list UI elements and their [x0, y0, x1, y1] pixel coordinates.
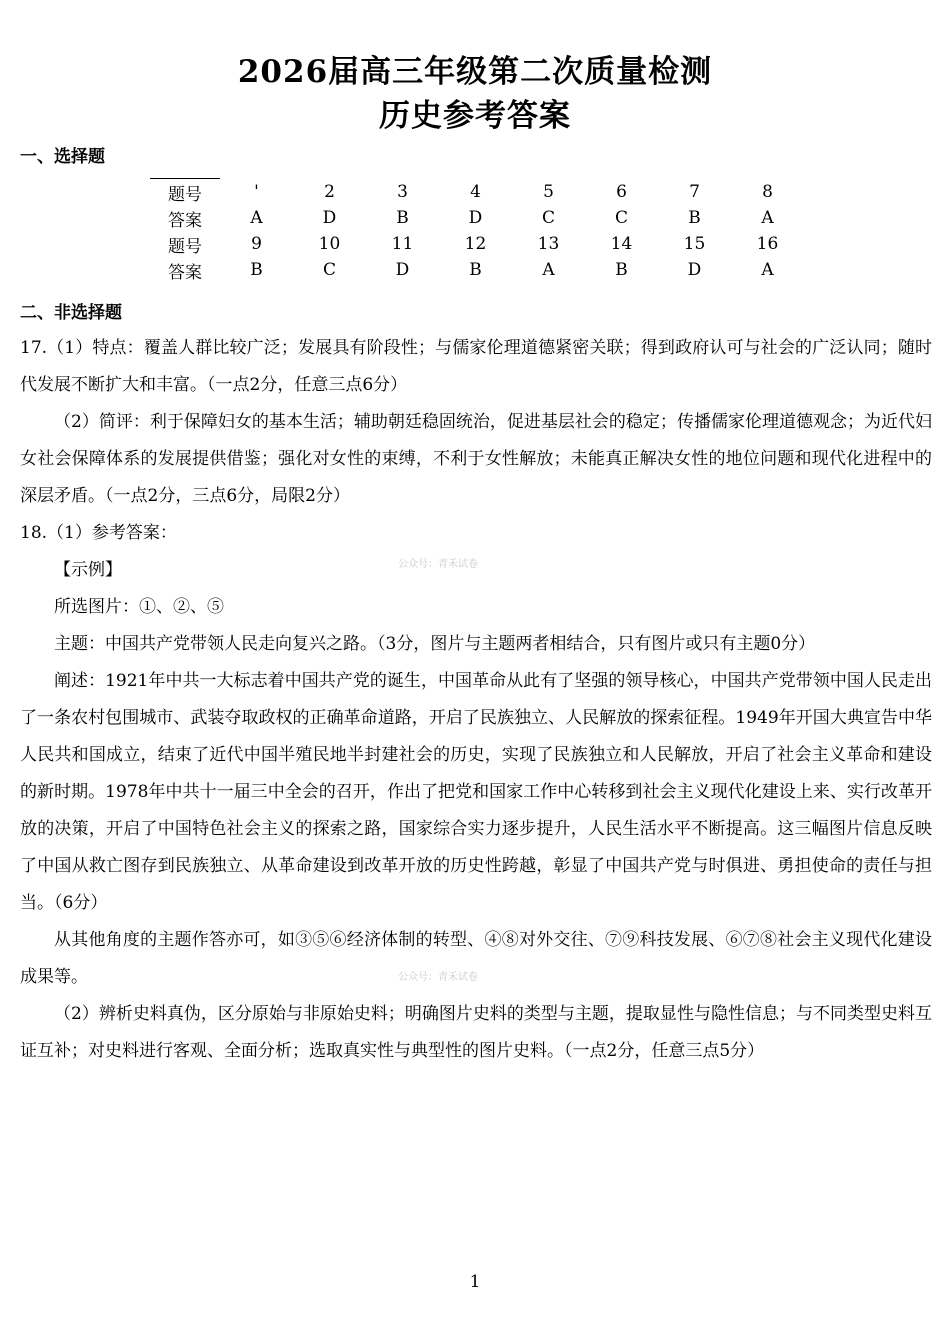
q17-part2: （2）简评：利于保障妇女的基本生活；辅助朝廷稳固统治，促进基层社会的稳定；传播儒家伦理道德观念；为近代妇女社会保障体系的发展提供借鉴；强化对女性的束缚，不利于女性解放；未能真正解决女性的地位问题和现代化进程中的深层矛盾。（一点2分，三点6分，局限2分）	[20, 412, 932, 506]
question-number: 15	[683, 234, 706, 254]
question-number: 6	[616, 181, 627, 202]
alternative-themes: 从其他角度的主题作答亦可，如③⑤⑥经济体制的转型、④⑧对外交往、⑦⑨科技发展、⑥⑦⑧社会主义现代化建设成果等。	[20, 930, 932, 987]
answer-letter: A	[761, 208, 774, 228]
answer-letter: D	[395, 260, 410, 280]
answer-letter: B	[396, 208, 409, 228]
answer-letter: A	[542, 260, 555, 280]
answer-table-row-answers-2	[150, 257, 804, 283]
answer-letter: A	[250, 208, 263, 228]
question-number: 12	[464, 234, 487, 254]
question-number: 13	[537, 234, 560, 254]
question-number: 3	[397, 181, 408, 202]
example-heading: 【示例】	[54, 560, 122, 580]
answer-letter: B	[469, 260, 482, 280]
row-label: 题号	[150, 179, 220, 206]
answer-letter: A	[761, 260, 774, 280]
section-heading-nonchoice: 二、非选择题	[20, 303, 122, 323]
selected-images: 所选图片：①、②、⑤	[54, 597, 224, 617]
answer-letter: B	[688, 208, 701, 228]
question-number: 2	[324, 181, 335, 202]
page-number: 1	[469, 1272, 481, 1292]
q18-part1-heading: 18.（1）参考答案：	[20, 523, 177, 543]
answer-table	[150, 178, 804, 283]
question-number: 16	[756, 234, 779, 254]
answer-table-row-numbers-2	[150, 231, 804, 257]
row-label: 题号	[168, 236, 202, 257]
question-number: 7	[689, 181, 700, 202]
question-number: 10	[318, 234, 341, 254]
answer-letter: D	[322, 208, 337, 228]
q18-part2: （2）辨析史料真伪，区分原始与非原始史料；明确图片史料的类型与主题，提取显性与隐性信息；与不同类型史料互证互补；对史料进行客观、全面分析；选取真实性与典型性的图片史料。（一点2分，任意三点5分）	[20, 1004, 932, 1061]
theme-line: 主题：中国共产党带领人民走向复兴之路。（3分，图片与主题两者相结合，只有图片或只有主题0分）	[54, 634, 816, 654]
page-title: 2026届高三年级第二次质量检测	[237, 54, 713, 90]
answer-letter: C	[541, 208, 555, 228]
answer-letter: B	[250, 260, 263, 280]
answer-letter: C	[614, 208, 628, 228]
answer-letter: B	[615, 260, 628, 280]
question-number: 5	[543, 181, 554, 202]
q17-part1: 17.（1）特点：覆盖人群比较广泛；发展具有阶段性；与儒家伦理道德紧密关联；得到政府认可与社会的广泛认同；随时代发展不断扩大和丰富。（一点2分，任意三点6分）	[20, 338, 932, 395]
answer-body	[20, 330, 932, 1070]
question-number: 8	[762, 181, 773, 202]
watermark: 公众号：青禾试卷	[398, 559, 478, 570]
question-number: 9	[251, 234, 262, 254]
question-number: 14	[610, 234, 633, 254]
page-subtitle: 历史参考答案	[379, 98, 571, 134]
row-label: 答案	[168, 210, 202, 231]
watermark: 公众号：青禾试卷	[398, 972, 478, 983]
section-heading-choice: 一、选择题	[20, 147, 105, 167]
elaboration: 阐述：1921年中共一大标志着中国共产党的诞生，中国革命从此有了坚强的领导核心，中国共产党带领中国人民走出了一条农村包围城市、武装夺取政权的正确革命道路，开启了民族独立、人民解放的探索征程。1949年开国大典宣告中华人民共和国成立，结束了近代中国半殖民地半封建社会的历史，实现了民族独立和人民解放，开启了社会主义革命和建设的新时期。1978年中共十一届三中全会的召开，作出了把党和国家工作中心转移到社会主义现代化建设上来、实行改革开放的决策，开启了中国特色社会主义的探索之路，国家综合实力逐步提升，人民生活水平不断提高。这三幅图片信息反映了中国从救亡图存到民族独立、从革命建设到改革开放的历史性跨越，彰显了中国共产党与时俱进、勇担使命的责任与担当。（6分）	[20, 671, 932, 913]
answer-table-row-answers-1	[150, 205, 804, 231]
answer-table-row-numbers-1	[150, 179, 804, 206]
answer-letter: D	[687, 260, 702, 280]
answer-letter: C	[322, 260, 336, 280]
row-label: 答案	[168, 262, 202, 283]
question-number: 11	[391, 234, 414, 254]
question-number: 4	[470, 181, 481, 202]
answer-letter: D	[468, 208, 483, 228]
question-number: '	[254, 181, 259, 202]
